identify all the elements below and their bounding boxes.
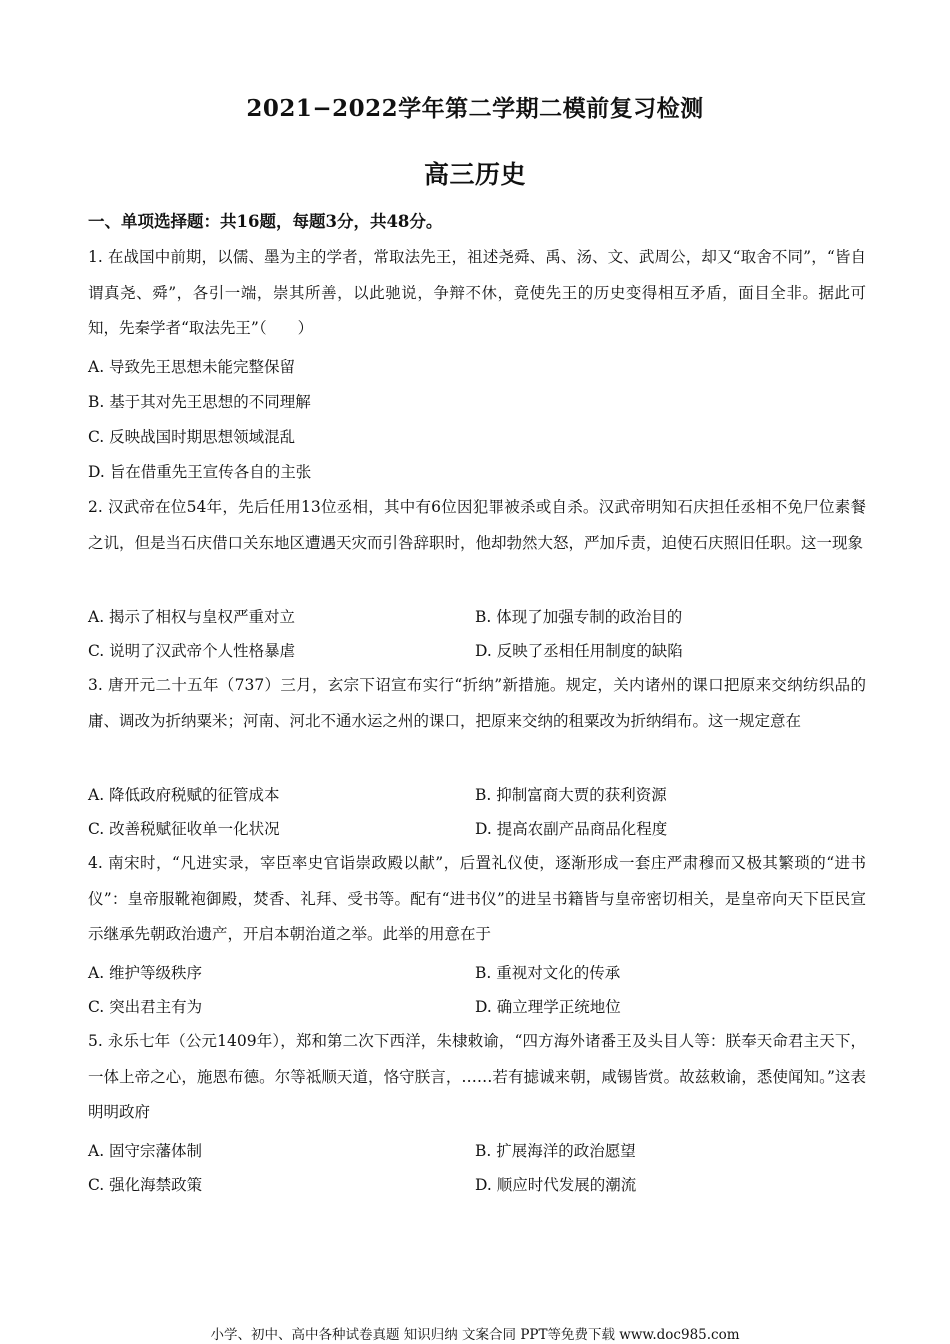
question-4-option-b: B. 重视对文化的传承 [475, 964, 621, 982]
exam-subject: 高三历史 [423, 160, 526, 189]
question-4-option-d: D. 确立理学正统地位 [475, 998, 621, 1016]
question-1-option-c: C. 反映战国时期思想领域混乱 [88, 428, 296, 446]
question-5-option-b: B. 扩展海洋的政治愿望 [475, 1142, 636, 1160]
page-footer: 小学、初中、高中各种试卷真题 知识归纳 文案合同 PPT等免费下载 www.doc985.com [210, 1327, 740, 1343]
question-5-option-a: A. 固守宗藩体制 [88, 1142, 203, 1160]
question-4-stem: 4. 南宋时，“凡进实录，宰臣率史官诣崇政殿以献”，后置礼仪使，逐渐形成一套庄严肃穆而又极其繁琐的“进书仪”：皇帝服靴袍御殿，焚香、礼拜、受书等。配有“进书仪”的进呈书籍皆与皇帝密切相关，是皇帝向天下臣民宣示继承先朝政治遗产，开启本朝治道之举。此举的用意在于 [88, 854, 866, 943]
question-3-option-a: A. 降低政府税赋的征管成本 [88, 786, 280, 804]
question-1-option-d: D. 旨在借重先王宣传各自的主张 [88, 463, 312, 481]
question-2-option-b: B. 体现了加强专制的政治目的 [475, 608, 683, 626]
question-5-stem: 5. 永乐七年（公元1409年），郑和第二次下西洋，朱棣敕谕，“四方海外诸番王及头目人等：朕奉天命君主天下，一体上帝之心，施恩布德。尔等祗顺天道，恪守朕言，……若有摅诚来朝，咸锡皆赏。故兹敕谕，悉使闻知。”这表明明政府 [88, 1032, 866, 1121]
question-2-stem: 2. 汉武帝在位54年，先后任用13位丞相，其中有6位因犯罪被杀或自杀。汉武帝明知石庆担任丞相不免尸位素餐之讥，但是当石庆借口关东地区遭遇天灾而引咎辞职时，他却勃然大怒，严加斥责，迫使石庆照旧任职。这一现象 [88, 498, 866, 552]
question-1-option-a: A. 导致先王思想未能完整保留 [88, 358, 296, 376]
question-1-option-b: B. 基于其对先王思想的不同理解 [88, 393, 311, 411]
question-2-option-c: C. 说明了汉武帝个人性格暴虐 [88, 642, 296, 660]
question-4-option-a: A. 维护等级秩序 [88, 964, 203, 982]
question-5-option-d: D. 顺应时代发展的潮流 [475, 1176, 637, 1194]
question-2-option-d: D. 反映了丞相任用制度的缺陷 [475, 642, 683, 660]
question-2-option-a: A. 揭示了相权与皇权严重对立 [88, 608, 296, 626]
question-3-option-b: B. 抑制富商大贾的获利资源 [475, 786, 667, 804]
question-3-option-d: D. 提高农副产品商品化程度 [475, 820, 668, 838]
question-1-stem: 1. 在战国中前期，以儒、墨为主的学者，常取法先王，祖述尧舜、禹、汤、文、武周公，却又“取舍不同”，“皆自谓真尧、舜”，各引一端，崇其所善，以此驰说，争辩不休，竟使先王的历史变得相互矛盾，面目全非。据此可知，先秦学者“取法先王”（ ） [88, 248, 866, 337]
question-3-option-c: C. 改善税赋征收单一化状况 [88, 820, 280, 838]
question-4-option-c: C. 突出君主有为 [88, 998, 203, 1016]
question-5-option-c: C. 强化海禁政策 [88, 1176, 203, 1194]
exam-title: 2021−2022学年第二学期二模前复习检测 [246, 95, 704, 122]
question-3-stem: 3. 唐开元二十五年（737）三月，玄宗下诏宣布实行“折纳”新措施。规定，关内诸州的课口把原来交纳纺织品的庸、调改为折纳粟米；河南、河北不通水运之州的课口，把原来交纳的租粟改为折纳绢布。这一规定意在 [88, 676, 866, 730]
section-heading: 一、单项选择题：共16题，每题3分，共48分。 [88, 212, 443, 231]
